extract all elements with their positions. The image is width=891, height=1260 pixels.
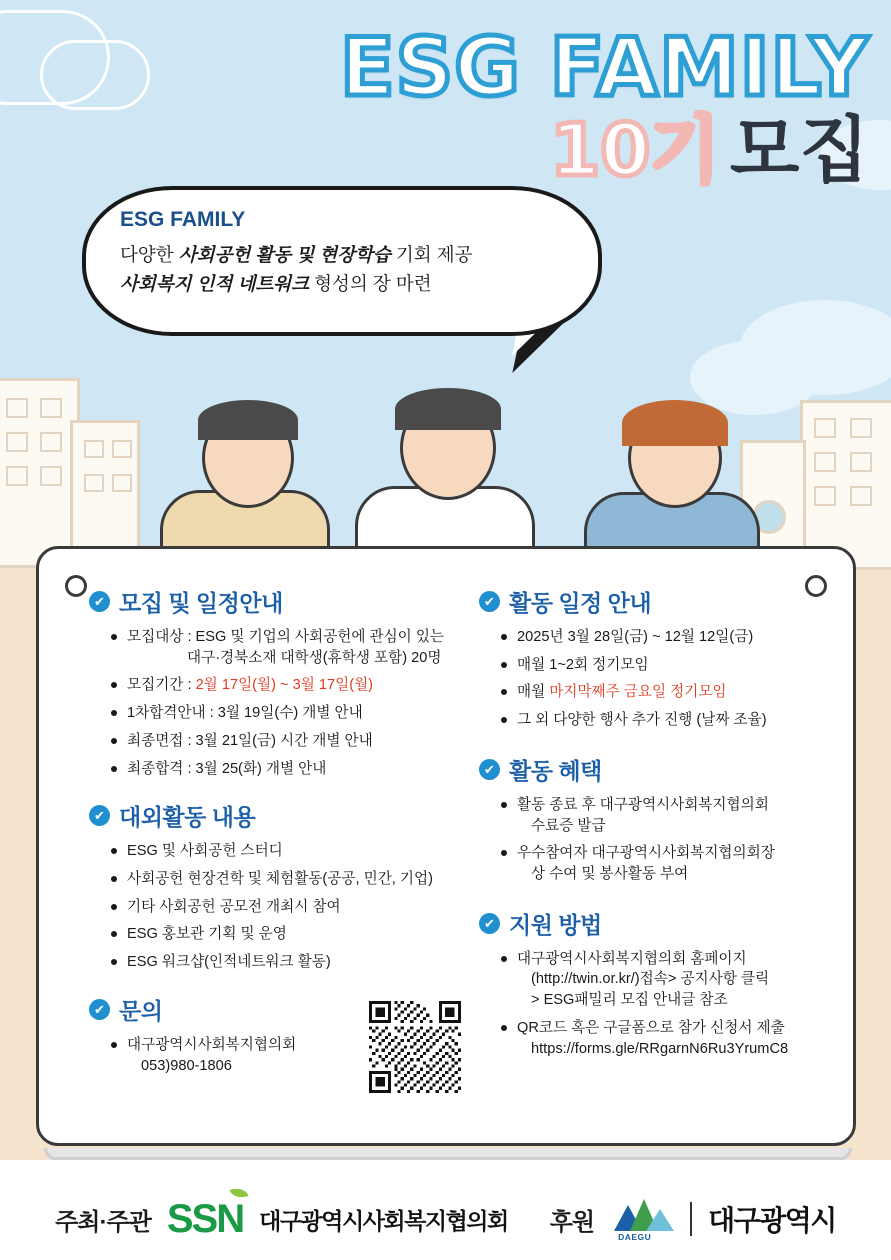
bubble-line-1-c: 기회 제공: [390, 244, 473, 265]
building-window: [814, 486, 836, 506]
qr-code[interactable]: [369, 1001, 461, 1093]
info-card: [36, 546, 856, 1146]
section-header: [89, 585, 459, 618]
section-title: 문의: [119, 997, 163, 1024]
list-item-text: 모집기간 :: [127, 677, 196, 694]
list-item-text: QR코드 혹은 구글폼으로 참가 신청서 제출: [517, 1019, 785, 1036]
list-item: 기타 사회공헌 공모전 개최시 참여: [111, 897, 459, 918]
title-generation: 10기: [550, 108, 720, 192]
footer: [0, 1178, 891, 1260]
section-header: [479, 585, 839, 618]
list-item: [501, 795, 839, 836]
section-item-list: [501, 627, 839, 731]
section-item-list: [501, 949, 839, 1060]
list-item-subtext: 대구·경북소재 대학생(휴학생 포함) 20명: [187, 649, 442, 666]
section-item-list: [111, 627, 459, 779]
list-item-subtext: > ESG패밀리 모집 안내글 참조: [531, 992, 728, 1009]
building-window: [40, 466, 62, 486]
list-item: ESG 및 사회공헌 스터디: [111, 841, 459, 862]
building-window: [40, 398, 62, 418]
list-item: 2025년 3월 28일(금) ~ 12월 12일(금): [501, 627, 839, 648]
title-recruit: 모집: [729, 111, 869, 191]
section-title: 대외활동 내용: [119, 804, 256, 831]
contact-phone: 053)980-1806: [141, 1057, 232, 1074]
list-item-subtext: 상 수여 및 봉사활동 부여: [531, 866, 689, 883]
section-header: [479, 753, 839, 786]
qr-code-image[interactable]: [369, 1001, 461, 1093]
list-item: [501, 682, 839, 703]
google-form-url[interactable]: https://forms.gle/RRgarnN6Ru3YrumC8: [531, 1040, 789, 1057]
section-header: [479, 907, 839, 940]
list-item: 1차합격안내 : 3월 19일(수) 개별 안내: [111, 703, 459, 724]
person-illustration-center: [345, 388, 545, 568]
homepage-url[interactable]: (http://twin.or.kr/)접속> 공지사항 클릭: [531, 971, 770, 988]
list-item: 매월 1~2회 정기모임: [501, 655, 839, 676]
building-window: [112, 474, 132, 492]
list-item-text: 모집대상 : ESG 및 기업의 사회공헌에 관심이 있는: [127, 629, 445, 645]
city-name: 대구광역시: [708, 1205, 836, 1236]
list-item-text: 우수참여자 대구광역시사회복지협의회장: [517, 845, 775, 862]
poster-title: [340, 21, 869, 192]
list-item: [501, 843, 839, 884]
host-label: 주최·주관: [55, 1208, 151, 1236]
bubble-line-1-a: 다양한: [120, 244, 179, 265]
list-item-text: 활동 종료 후 대구광역시사회복지협의회: [517, 796, 769, 813]
bubble-line-2-emph: 사회복지 인적 네트워크: [120, 272, 309, 294]
bubble-line-1: [120, 241, 564, 270]
building-window: [850, 486, 872, 506]
section-title: 모집 및 일정안내: [119, 590, 283, 616]
daegu-mark-text: DAEGU: [618, 1232, 652, 1242]
list-item: 그 외 다양한 행사 추가 진행 (날짜 조율): [501, 710, 839, 731]
section-how-to-apply: [479, 907, 839, 1060]
list-item: [501, 949, 839, 1011]
check-circle-icon: ✔: [89, 805, 110, 826]
list-item-text: 매월: [517, 684, 550, 701]
sponsor-label: 후원: [549, 1208, 595, 1236]
section-benefits: [479, 753, 839, 885]
daegu-mark-icon: [610, 1197, 674, 1241]
list-item: 사회공헌 현장견학 및 체험활동(공공, 민간, 기업): [111, 869, 459, 890]
list-item-subtext: 수료증 발급: [531, 817, 606, 834]
building-window: [84, 440, 104, 458]
check-circle-icon: ✔: [479, 591, 500, 612]
footer-divider: [690, 1202, 692, 1236]
section-activity-schedule: [479, 585, 839, 731]
list-item-text: 대구광역시사회복지협의회 홈페이지: [517, 950, 747, 967]
list-item: ESG 워크샵(인적네트워크 활동): [111, 952, 459, 973]
cloud-icon: [40, 40, 150, 110]
list-item: 최종면접 : 3월 21일(금) 시간 개별 안내: [111, 731, 459, 752]
bubble-line-2: [120, 270, 564, 299]
building-window: [40, 432, 62, 452]
organization-name: 대구광역시사회복지협의회: [259, 1207, 508, 1234]
section-title: 활동 혜택: [509, 757, 602, 784]
title-main: ESG FAMILY: [340, 21, 869, 114]
card-shadow: [44, 1148, 852, 1160]
card-right-column: [479, 585, 839, 1073]
section-activities: [89, 799, 459, 973]
list-item: [111, 675, 459, 696]
building-window: [112, 440, 132, 458]
speech-bubble: [82, 186, 602, 336]
building-window: [850, 418, 872, 438]
building-window: [814, 452, 836, 472]
bubble-line-2-b: 형성의 장 마련: [309, 272, 432, 294]
building-window: [6, 466, 28, 486]
check-circle-icon: ✔: [479, 759, 500, 780]
building-window: [814, 418, 836, 438]
person-illustration-right: [570, 398, 770, 568]
check-circle-icon: ✔: [89, 999, 110, 1020]
list-item: [501, 1018, 839, 1059]
check-circle-icon: ✔: [89, 591, 110, 612]
section-title: 활동 일정 안내: [509, 590, 652, 616]
check-circle-icon: ✔: [479, 913, 500, 934]
section-recruit-schedule: [89, 585, 459, 779]
section-title: 지원 방법: [509, 911, 602, 938]
punch-hole-left: [65, 575, 87, 597]
list-item-highlight: 2월 17일(월) ~ 3월 17일(월): [195, 677, 374, 694]
list-item: 최종합격 : 3월 25(화) 개별 안내: [111, 759, 459, 780]
bubble-heading: ESG FAMILY: [120, 208, 246, 231]
section-item-list: [111, 841, 459, 973]
ssn-logo: [167, 1197, 243, 1242]
section-header: [89, 799, 459, 832]
list-item: ESG 홍보관 기획 및 운영: [111, 924, 459, 945]
building-window: [6, 398, 28, 418]
building-window: [6, 432, 28, 452]
building-window: [850, 452, 872, 472]
ssn-logo-text: SSN: [166, 1196, 244, 1241]
section-item-list: [501, 795, 839, 885]
building-window: [84, 474, 104, 492]
list-item-highlight: 마지막째주 금요일 정기모임: [549, 684, 727, 701]
title-subline: [340, 108, 869, 192]
list-item-text: 대구광역시사회복지협의회: [127, 1036, 297, 1053]
list-item: [111, 627, 459, 668]
bubble-line-1-emph: 사회공헌 활동 및 현장학습: [178, 244, 391, 265]
person-illustration-left: [150, 398, 340, 568]
